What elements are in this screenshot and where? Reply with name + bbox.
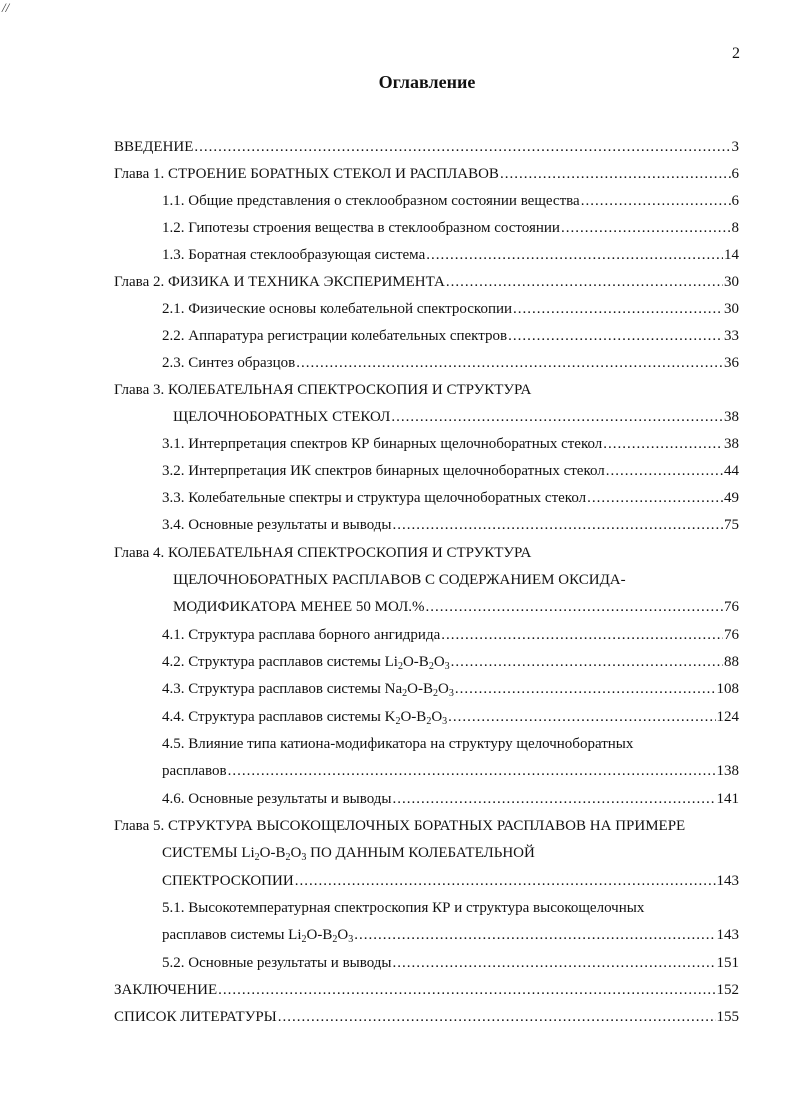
toc-entry-label: 3.1. Интерпретация спектров КР бинарных щелочноборатных стекол	[162, 436, 603, 452]
toc-entry-chapter-5-line-3	[162, 872, 739, 890]
dot-leader	[508, 327, 723, 345]
toc-entry-label: расплавов	[162, 763, 227, 779]
toc-entry-page: 108	[716, 681, 739, 697]
toc-entry-3-3	[162, 489, 739, 507]
toc-entry-label: 2.1. Физические основы колебательной спектроскопии	[162, 301, 513, 317]
toc-entry-page: 152	[716, 982, 739, 998]
toc-entry-page: 143	[716, 927, 739, 943]
toc-entry-page: 6	[731, 166, 739, 182]
toc-entry-chapter-3-line-2	[173, 408, 739, 426]
toc-entry-4-2	[162, 653, 739, 671]
toc-entry-page: 49	[724, 490, 739, 506]
dot-leader	[393, 516, 724, 534]
toc-entry-page: 88	[724, 654, 739, 670]
toc-entry-label: ВВЕДЕНИЕ	[114, 139, 194, 155]
dot-leader	[500, 165, 731, 183]
dot-leader	[278, 1008, 716, 1026]
toc-entry-label: Глава 1. СТРОЕНИЕ БОРАТНЫХ СТЕКОЛ И РАСПЛАВОВ	[114, 166, 499, 182]
toc-entry-label: СПЕКТРОСКОПИИ	[162, 873, 294, 889]
toc-entry-page: 151	[716, 955, 739, 971]
dot-leader	[603, 435, 723, 453]
dot-leader	[218, 981, 715, 999]
toc-entry-label: 5.2. Основные результаты и выводы	[162, 955, 392, 971]
dot-leader	[587, 489, 723, 507]
dot-leader	[455, 680, 716, 698]
toc-entry-chapter-5-line-1: Глава 5. СТРУКТУРА ВЫСОКОЩЕЛОЧНЫХ БОРАТНЫХ РАСПЛАВОВ НА ПРИМЕРЕ	[114, 818, 686, 834]
toc-entry-label: 1.3. Боратная стеклообразующая система	[162, 247, 426, 263]
dot-leader	[426, 598, 724, 616]
toc-entry-page: 143	[716, 873, 739, 889]
toc-entry-4-1	[162, 626, 739, 644]
toc-entry-5-1-line-1: 5.1. Высокотемпературная спектроскопия КР и структура высокощелочных	[162, 900, 645, 916]
toc-entry-label: СПИСОК ЛИТЕРАТУРЫ	[114, 1009, 277, 1025]
toc-entry-3-4	[162, 516, 739, 534]
toc-entry-label: 3.3. Колебательные спектры и структура щелочноборатных стекол	[162, 490, 587, 506]
toc-entry-page: 38	[724, 409, 739, 425]
toc-entry-chapter-3-line-1: Глава 3. КОЛЕБАТЕЛЬНАЯ СПЕКТРОСКОПИЯ И СТРУКТУРА	[114, 382, 532, 398]
toc-entry-page: 75	[724, 517, 739, 533]
corner-mark: //	[2, 0, 10, 15]
toc-entry-label: 3.2. Интерпретация ИК спектров бинарных щелочноборатных стекол	[162, 463, 605, 479]
toc-entry-4-6	[162, 790, 739, 808]
toc-entry-2-1	[162, 300, 739, 318]
toc-entry-page: 76	[724, 599, 739, 615]
toc-entry-chapter-2	[114, 273, 739, 291]
toc-entry-label: 4.4. Структура расплавов системы $K_2O-B_2O_3$	[162, 709, 448, 727]
dot-leader	[354, 926, 715, 944]
toc-entry-label: 4.6. Основные результаты и выводы	[162, 791, 392, 807]
toc-entry-3-2	[162, 462, 739, 480]
toc-entry-2-3	[162, 354, 739, 372]
toc-entry-label: 1.1. Общие представления о стеклообразном состоянии вещества	[162, 193, 580, 209]
toc-entry-page: 14	[724, 247, 739, 263]
toc-entry-2-2	[162, 327, 739, 345]
dot-leader	[446, 273, 723, 291]
toc-entry-page: 6	[731, 193, 739, 209]
toc-entry-3-1	[162, 435, 739, 453]
toc-entry-page: 141	[716, 791, 739, 807]
toc-entry-label: 4.3. Структура расплавов системы $Na_2O-B_2O_3$	[162, 681, 454, 699]
dot-leader	[228, 762, 716, 780]
toc-entry-chapter-1	[114, 165, 739, 183]
toc-entry-page: 124	[716, 709, 739, 725]
toc-entry-page: 44	[724, 463, 739, 479]
dot-leader	[561, 219, 731, 237]
dot-leader	[391, 408, 723, 426]
toc-entry-1-1	[162, 192, 739, 210]
toc-entry-page: 8	[731, 220, 739, 236]
dot-leader	[513, 300, 723, 318]
toc-entry-page: 38	[724, 436, 739, 452]
toc-entry-page: 76	[724, 627, 739, 643]
dot-leader	[296, 354, 723, 372]
toc-entry-4-4	[162, 708, 739, 726]
dot-leader	[451, 653, 723, 671]
dot-leader	[448, 708, 715, 726]
toc-entry-introduction	[114, 138, 739, 156]
dot-leader	[441, 626, 723, 644]
toc-entry-label: 2.2. Аппаратура регистрации колебательных спектров	[162, 328, 508, 344]
dot-leader	[393, 954, 716, 972]
toc-entry-page: 138	[716, 763, 739, 779]
toc-entry-chapter-5-line-2: СИСТЕМЫ $Li_2O-B_2O_3$ ПО ДАННЫМ КОЛЕБАТЕЛЬНОЙ	[162, 845, 535, 863]
toc-entry-page: 3	[731, 139, 739, 155]
toc-entry-label: Глава 2. ФИЗИКА И ТЕХНИКА ЭКСПЕРИМЕНТА	[114, 274, 445, 290]
toc-entry-chapter-4-line-3	[173, 598, 739, 616]
dot-leader	[581, 192, 731, 210]
toc-entry-label: 1.2. Гипотезы строения вещества в стеклообразном состоянии	[162, 220, 560, 236]
page-title: Оглавление	[378, 72, 476, 92]
toc-entry-4-3	[162, 680, 739, 698]
toc-entry-references	[114, 1008, 739, 1026]
toc-entry-label: ЩЕЛОЧНОБОРАТНЫХ СТЕКОЛ	[173, 409, 391, 425]
page-number: 2	[732, 45, 740, 62]
toc-entry-5-2	[162, 954, 739, 972]
toc-entry-page: 30	[724, 301, 739, 317]
toc-entry-4-5-line-1: 4.5. Влияние типа катиона-модификатора на структуру щелочноборатных	[162, 736, 634, 752]
toc-entry-label: 4.1. Структура расплава борного ангидрида	[162, 627, 441, 643]
toc-entry-label: МОДИФИКАТОРА МЕНЕЕ 50 МОЛ.%	[173, 599, 425, 615]
dot-leader	[393, 790, 716, 808]
toc-entry-label: 3.4. Основные результаты и выводы	[162, 517, 392, 533]
toc-entry-label: 2.3. Синтез образцов	[162, 355, 296, 371]
toc-entry-label: 4.2. Структура расплавов системы $Li_2O-B_2O_3$	[162, 654, 450, 672]
toc-entry-label: расплавов системы $Li_2O-B_2O_3$	[162, 927, 354, 945]
toc-entry-1-3	[162, 246, 739, 264]
dot-leader	[295, 872, 716, 890]
toc-entry-page: 33	[724, 328, 739, 344]
toc-entry-page: 155	[716, 1009, 739, 1025]
toc-entry-conclusion	[114, 981, 739, 999]
toc-entry-1-2	[162, 219, 739, 237]
toc-entry-chapter-4-line-2: ЩЕЛОЧНОБОРАТНЫХ РАСПЛАВОВ С СОДЕРЖАНИЕМ ОКСИДА-	[173, 572, 626, 588]
toc-entry-4-5-line-2	[162, 762, 739, 780]
dot-leader	[606, 462, 723, 480]
toc-entry-5-1-line-2	[162, 926, 739, 944]
toc-entry-chapter-4-line-1: Глава 4. КОЛЕБАТЕЛЬНАЯ СПЕКТРОСКОПИЯ И СТРУКТУРА	[114, 545, 532, 561]
toc-entry-page: 36	[724, 355, 739, 371]
dot-leader	[194, 138, 730, 156]
toc-entry-page: 30	[724, 274, 739, 290]
dot-leader	[426, 246, 723, 264]
toc-entry-label: ЗАКЛЮЧЕНИЕ	[114, 982, 218, 998]
